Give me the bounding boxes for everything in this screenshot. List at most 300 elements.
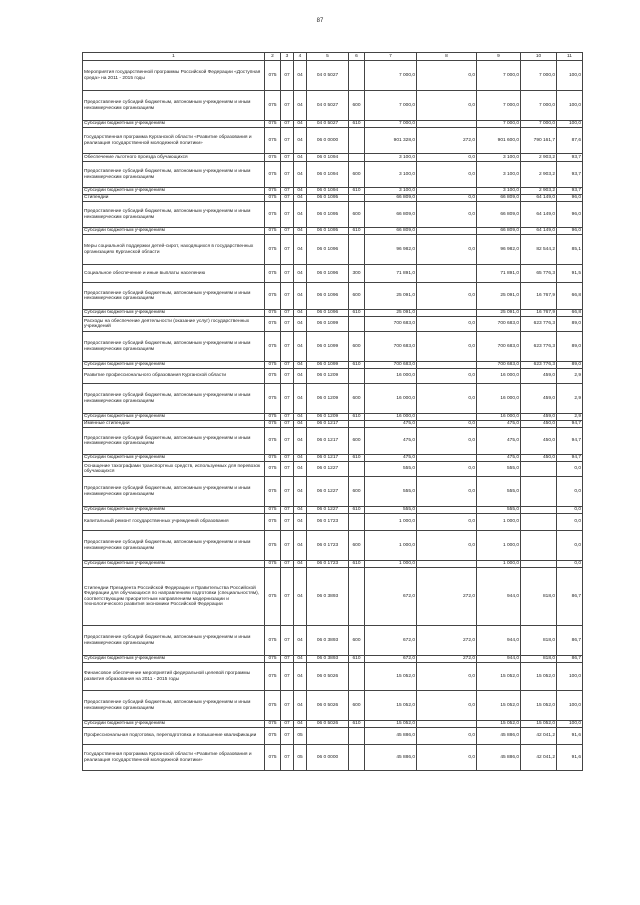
row-target-code: 06 0 1096 bbox=[307, 310, 349, 317]
row-percent: 91,5 bbox=[557, 265, 583, 283]
row-subsection: 04 bbox=[294, 414, 307, 421]
row-change: 0,0 bbox=[417, 477, 477, 507]
row-subsection: 04 bbox=[294, 154, 307, 162]
row-refined: 555,0 bbox=[477, 462, 521, 477]
row-executed: 15 052,0 bbox=[521, 663, 557, 691]
row-target-code: 06 0 5026 bbox=[307, 691, 349, 721]
row-executed bbox=[521, 462, 557, 477]
row-target-code: 06 0 3893 bbox=[307, 656, 349, 663]
row-section: 07 bbox=[281, 332, 294, 362]
row-executed: 818,0 bbox=[521, 656, 557, 663]
row-percent: 91,6 bbox=[557, 745, 583, 771]
row-section: 07 bbox=[281, 265, 294, 283]
row-target-code: 06 0 1227 bbox=[307, 462, 349, 477]
row-executed: 64 149,0 bbox=[521, 202, 557, 228]
row-approved: 3 100,0 bbox=[365, 188, 417, 195]
table-row bbox=[83, 507, 583, 514]
table-row bbox=[83, 162, 583, 188]
row-admin-code: 075 bbox=[265, 728, 281, 745]
row-admin-code: 075 bbox=[265, 531, 281, 561]
row-change: 0,0 bbox=[417, 691, 477, 721]
row-name: Именные стипендии bbox=[83, 421, 265, 428]
row-expense-type: 600 bbox=[349, 477, 365, 507]
row-target-code: 04 0 5027 bbox=[307, 121, 349, 128]
row-refined: 3 100,0 bbox=[477, 154, 521, 162]
row-expense-type: 300 bbox=[349, 265, 365, 283]
row-executed bbox=[521, 477, 557, 507]
row-expense-type bbox=[349, 514, 365, 531]
row-name: Предоставление субсидий бюджетным, автономным учреждениям и иным некоммерческим организациям bbox=[83, 283, 265, 310]
table-row bbox=[83, 202, 583, 228]
row-section: 07 bbox=[281, 162, 294, 188]
row-subsection: 04 bbox=[294, 128, 307, 154]
row-percent: 89,0 bbox=[557, 317, 583, 332]
row-change: 0,0 bbox=[417, 462, 477, 477]
row-admin-code: 075 bbox=[265, 202, 281, 228]
row-subsection: 04 bbox=[294, 477, 307, 507]
row-section: 07 bbox=[281, 656, 294, 663]
row-admin-code: 075 bbox=[265, 691, 281, 721]
row-change: 0,0 bbox=[417, 317, 477, 332]
row-refined: 16 000,0 bbox=[477, 384, 521, 414]
row-section: 07 bbox=[281, 428, 294, 455]
row-subsection: 04 bbox=[294, 228, 307, 235]
row-admin-code: 075 bbox=[265, 514, 281, 531]
row-refined: 944,0 bbox=[477, 626, 521, 656]
row-refined: 1 000,0 bbox=[477, 561, 521, 568]
row-change: 0,0 bbox=[417, 663, 477, 691]
table-row bbox=[83, 91, 583, 121]
row-expense-type bbox=[349, 728, 365, 745]
row-admin-code: 075 bbox=[265, 384, 281, 414]
row-change bbox=[417, 414, 477, 421]
row-admin-code: 075 bbox=[265, 421, 281, 428]
row-expense-type: 610 bbox=[349, 561, 365, 568]
row-admin-code: 075 bbox=[265, 154, 281, 162]
table-row bbox=[83, 477, 583, 507]
row-name: Субсидии бюджетным учреждениям bbox=[83, 228, 265, 235]
row-expense-type bbox=[349, 369, 365, 384]
row-target-code: 06 0 1099 bbox=[307, 332, 349, 362]
row-name: Субсидии бюджетным учреждениям bbox=[83, 188, 265, 195]
row-subsection: 04 bbox=[294, 195, 307, 202]
row-approved: 475,0 bbox=[365, 421, 417, 428]
row-admin-code: 075 bbox=[265, 462, 281, 477]
col-header: 4 bbox=[294, 53, 307, 61]
row-subsection: 04 bbox=[294, 568, 307, 626]
row-approved: 555,0 bbox=[365, 462, 417, 477]
row-percent: 100,0 bbox=[557, 121, 583, 128]
row-target-code: 06 0 1227 bbox=[307, 477, 349, 507]
row-change: 0,0 bbox=[417, 195, 477, 202]
row-expense-type bbox=[349, 462, 365, 477]
row-section: 07 bbox=[281, 462, 294, 477]
row-refined: 15 052,0 bbox=[477, 721, 521, 728]
row-percent: 2,9 bbox=[557, 384, 583, 414]
row-approved: 45 886,0 bbox=[365, 728, 417, 745]
row-section: 07 bbox=[281, 310, 294, 317]
row-name: Субсидии бюджетным учреждениям bbox=[83, 310, 265, 317]
row-target-code: 06 0 1217 bbox=[307, 428, 349, 455]
row-approved: 700 683,0 bbox=[365, 317, 417, 332]
row-section: 07 bbox=[281, 455, 294, 462]
row-change: 0,0 bbox=[417, 369, 477, 384]
table-row bbox=[83, 691, 583, 721]
row-subsection: 04 bbox=[294, 91, 307, 121]
row-approved: 25 091,0 bbox=[365, 310, 417, 317]
row-admin-code: 075 bbox=[265, 121, 281, 128]
row-executed: 450,0 bbox=[521, 428, 557, 455]
row-section: 07 bbox=[281, 663, 294, 691]
row-executed: 818,0 bbox=[521, 626, 557, 656]
row-target-code: 06 0 1096 bbox=[307, 235, 349, 265]
row-name: Предоставление субсидий бюджетным, автономным учреждениям и иным некоммерческим организациям bbox=[83, 91, 265, 121]
row-section: 07 bbox=[281, 128, 294, 154]
row-subsection: 04 bbox=[294, 384, 307, 414]
table-row bbox=[83, 656, 583, 663]
row-subsection: 04 bbox=[294, 235, 307, 265]
row-change: 0,0 bbox=[417, 332, 477, 362]
row-change: 0,0 bbox=[417, 514, 477, 531]
table-row bbox=[83, 514, 583, 531]
row-subsection: 04 bbox=[294, 202, 307, 228]
row-expense-type: 610 bbox=[349, 656, 365, 663]
row-target-code: 04 0 5027 bbox=[307, 61, 349, 91]
row-change: 0,0 bbox=[417, 745, 477, 771]
row-target-code: 06 0 1096 bbox=[307, 283, 349, 310]
col-header: 9 bbox=[477, 53, 521, 61]
row-expense-type bbox=[349, 235, 365, 265]
row-refined: 555,0 bbox=[477, 477, 521, 507]
col-header: 7 bbox=[365, 53, 417, 61]
row-admin-code: 075 bbox=[265, 265, 281, 283]
row-section: 07 bbox=[281, 283, 294, 310]
row-section: 07 bbox=[281, 384, 294, 414]
row-percent: 66,8 bbox=[557, 310, 583, 317]
row-admin-code: 075 bbox=[265, 128, 281, 154]
table-row bbox=[83, 188, 583, 195]
row-executed: 459,0 bbox=[521, 369, 557, 384]
row-executed: 64 149,0 bbox=[521, 228, 557, 235]
row-subsection: 04 bbox=[294, 369, 307, 384]
row-change: 0,0 bbox=[417, 202, 477, 228]
row-target-code: 06 0 1094 bbox=[307, 188, 349, 195]
row-refined: 66 809,0 bbox=[477, 228, 521, 235]
row-approved: 66 809,0 bbox=[365, 195, 417, 202]
table-row bbox=[83, 317, 583, 332]
row-refined: 15 052,0 bbox=[477, 691, 521, 721]
row-change: 0,0 bbox=[417, 235, 477, 265]
row-executed: 42 041,2 bbox=[521, 745, 557, 771]
row-executed: 2 903,2 bbox=[521, 154, 557, 162]
row-target-code: 06 0 1094 bbox=[307, 154, 349, 162]
table-row bbox=[83, 531, 583, 561]
row-approved: 66 809,0 bbox=[365, 202, 417, 228]
row-refined: 15 052,0 bbox=[477, 663, 521, 691]
row-expense-type bbox=[349, 745, 365, 771]
row-refined: 66 809,0 bbox=[477, 195, 521, 202]
col-header: 11 bbox=[557, 53, 583, 61]
row-change: 0,0 bbox=[417, 61, 477, 91]
row-percent: 100,0 bbox=[557, 91, 583, 121]
row-section: 07 bbox=[281, 507, 294, 514]
row-refined: 16 000,0 bbox=[477, 369, 521, 384]
row-target-code: 06 0 1209 bbox=[307, 384, 349, 414]
row-target-code: 06 0 0000 bbox=[307, 128, 349, 154]
row-refined: 1 000,0 bbox=[477, 514, 521, 531]
table-row bbox=[83, 195, 583, 202]
row-expense-type bbox=[349, 128, 365, 154]
row-executed: 7 000,0 bbox=[521, 61, 557, 91]
row-target-code: 06 0 1094 bbox=[307, 162, 349, 188]
row-name: Мероприятия государственной программы Российской Федерации «Доступная среда» на 2011 - 2015 годы bbox=[83, 61, 265, 91]
row-target-code: 06 0 1723 bbox=[307, 514, 349, 531]
row-name: Социальное обеспечение и иные выплаты населению bbox=[83, 265, 265, 283]
row-subsection: 04 bbox=[294, 421, 307, 428]
row-admin-code: 075 bbox=[265, 477, 281, 507]
row-change bbox=[417, 507, 477, 514]
col-header: 3 bbox=[281, 53, 294, 61]
row-refined: 700 683,0 bbox=[477, 332, 521, 362]
row-subsection: 04 bbox=[294, 265, 307, 283]
row-executed bbox=[521, 531, 557, 561]
row-section: 07 bbox=[281, 369, 294, 384]
row-section: 07 bbox=[281, 721, 294, 728]
row-approved: 672,0 bbox=[365, 568, 417, 626]
row-change: 272,0 bbox=[417, 128, 477, 154]
row-executed: 65 776,3 bbox=[521, 265, 557, 283]
budget-table bbox=[82, 52, 583, 771]
row-subsection: 04 bbox=[294, 61, 307, 91]
col-header: 10 bbox=[521, 53, 557, 61]
row-expense-type: 610 bbox=[349, 455, 365, 462]
row-approved: 700 683,0 bbox=[365, 362, 417, 369]
row-refined: 1 000,0 bbox=[477, 531, 521, 561]
row-target-code: 06 0 1217 bbox=[307, 421, 349, 428]
table-row bbox=[83, 455, 583, 462]
row-executed: 42 041,2 bbox=[521, 728, 557, 745]
row-approved: 901 328,0 bbox=[365, 128, 417, 154]
row-expense-type: 600 bbox=[349, 531, 365, 561]
row-target-code: 06 0 3893 bbox=[307, 626, 349, 656]
row-change: 0,0 bbox=[417, 162, 477, 188]
row-target-code: 06 0 1209 bbox=[307, 369, 349, 384]
table-row bbox=[83, 663, 583, 691]
row-approved: 672,0 bbox=[365, 626, 417, 656]
row-approved: 3 100,0 bbox=[365, 154, 417, 162]
row-name: Субсидии бюджетным учреждениям bbox=[83, 362, 265, 369]
row-subsection: 05 bbox=[294, 728, 307, 745]
table-row bbox=[83, 310, 583, 317]
row-change bbox=[417, 188, 477, 195]
row-approved: 1 000,0 bbox=[365, 531, 417, 561]
row-percent: 86,7 bbox=[557, 626, 583, 656]
row-percent: 100,0 bbox=[557, 663, 583, 691]
row-name: Меры социальной поддержки детей-сирот, находящихся в государственных организациях Курганской области bbox=[83, 235, 265, 265]
col-header: 1 bbox=[83, 53, 265, 61]
row-target-code: 06 0 1095 bbox=[307, 195, 349, 202]
row-change: 0,0 bbox=[417, 728, 477, 745]
row-percent: 0,0 bbox=[557, 531, 583, 561]
row-refined: 700 683,0 bbox=[477, 317, 521, 332]
row-expense-type: 600 bbox=[349, 91, 365, 121]
row-admin-code: 075 bbox=[265, 626, 281, 656]
row-subsection: 04 bbox=[294, 691, 307, 721]
row-section: 07 bbox=[281, 626, 294, 656]
row-percent: 100,0 bbox=[557, 721, 583, 728]
row-executed: 459,0 bbox=[521, 384, 557, 414]
row-admin-code: 075 bbox=[265, 188, 281, 195]
row-executed: 790 161,7 bbox=[521, 128, 557, 154]
row-refined: 475,0 bbox=[477, 455, 521, 462]
row-change bbox=[417, 121, 477, 128]
row-refined: 25 091,0 bbox=[477, 310, 521, 317]
row-executed bbox=[521, 561, 557, 568]
row-refined: 7 000,0 bbox=[477, 121, 521, 128]
row-executed: 459,0 bbox=[521, 414, 557, 421]
row-percent: 86,7 bbox=[557, 568, 583, 626]
row-approved: 555,0 bbox=[365, 477, 417, 507]
row-percent: 91,6 bbox=[557, 728, 583, 745]
row-subsection: 04 bbox=[294, 561, 307, 568]
row-change bbox=[417, 310, 477, 317]
row-name: Профессиональная подготовка, переподготовка и повышение квалификации bbox=[83, 728, 265, 745]
row-admin-code: 075 bbox=[265, 414, 281, 421]
row-expense-type: 610 bbox=[349, 188, 365, 195]
row-executed: 2 903,2 bbox=[521, 188, 557, 195]
row-approved: 555,0 bbox=[365, 507, 417, 514]
row-section: 07 bbox=[281, 362, 294, 369]
row-name: Стипендии bbox=[83, 195, 265, 202]
table-row bbox=[83, 428, 583, 455]
row-executed: 623 776,3 bbox=[521, 332, 557, 362]
row-target-code: 06 0 5026 bbox=[307, 721, 349, 728]
row-name: Стипендии Президента Российской Федерации и Правительства Российской Федерации для обучающихся по направлениям подготовки (специальностям), соответствующим приоритетным направлениям модернизации и технологического развития экономики Российской Федерации bbox=[83, 568, 265, 626]
row-expense-type: 610 bbox=[349, 362, 365, 369]
row-section: 07 bbox=[281, 228, 294, 235]
row-name: Предоставление субсидий бюджетным, автономным учреждениям и иным некоммерческим организациям bbox=[83, 626, 265, 656]
row-approved: 1 000,0 bbox=[365, 514, 417, 531]
row-section: 07 bbox=[281, 514, 294, 531]
row-expense-type bbox=[349, 61, 365, 91]
row-expense-type bbox=[349, 421, 365, 428]
row-refined: 7 000,0 bbox=[477, 91, 521, 121]
table-row bbox=[83, 154, 583, 162]
row-refined: 475,0 bbox=[477, 421, 521, 428]
row-refined: 45 886,0 bbox=[477, 728, 521, 745]
row-executed: 450,0 bbox=[521, 421, 557, 428]
row-target-code: 06 0 1227 bbox=[307, 507, 349, 514]
row-subsection: 04 bbox=[294, 462, 307, 477]
row-approved: 45 886,0 bbox=[365, 745, 417, 771]
row-section: 07 bbox=[281, 154, 294, 162]
row-approved: 15 052,0 bbox=[365, 691, 417, 721]
row-admin-code: 075 bbox=[265, 663, 281, 691]
row-refined: 944,0 bbox=[477, 568, 521, 626]
row-refined: 96 982,0 bbox=[477, 235, 521, 265]
row-name: Предоставление субсидий бюджетным, автономным учреждениям и иным некоммерческим организациям bbox=[83, 384, 265, 414]
row-subsection: 04 bbox=[294, 721, 307, 728]
row-expense-type: 600 bbox=[349, 691, 365, 721]
row-expense-type: 610 bbox=[349, 507, 365, 514]
row-executed: 450,0 bbox=[521, 455, 557, 462]
row-percent: 96,0 bbox=[557, 195, 583, 202]
row-target-code: 06 0 5026 bbox=[307, 663, 349, 691]
row-name: Субсидии бюджетным учреждениям bbox=[83, 656, 265, 663]
row-name: Субсидии бюджетным учреждениям bbox=[83, 721, 265, 728]
row-admin-code: 075 bbox=[265, 455, 281, 462]
row-target-code: 04 0 5027 bbox=[307, 91, 349, 121]
table-row bbox=[83, 121, 583, 128]
row-section: 07 bbox=[281, 745, 294, 771]
row-expense-type: 610 bbox=[349, 121, 365, 128]
row-percent: 86,7 bbox=[557, 656, 583, 663]
row-percent: 94,7 bbox=[557, 428, 583, 455]
row-admin-code: 075 bbox=[265, 228, 281, 235]
row-name: Предоставление субсидий бюджетным, автономным учреждениям и иным некоммерческим организациям bbox=[83, 202, 265, 228]
row-approved: 475,0 bbox=[365, 428, 417, 455]
row-executed: 64 149,0 bbox=[521, 195, 557, 202]
row-refined: 71 891,0 bbox=[477, 265, 521, 283]
row-name: Предоставление субсидий бюджетным, автономным учреждениям и иным некоммерческим организациям bbox=[83, 691, 265, 721]
row-expense-type bbox=[349, 663, 365, 691]
row-admin-code: 075 bbox=[265, 283, 281, 310]
row-target-code: 06 0 1209 bbox=[307, 414, 349, 421]
row-name: Финансовое обеспечение мероприятий федеральной целевой программы развития образования на 2011 - 2015 годы bbox=[83, 663, 265, 691]
row-executed: 7 000,0 bbox=[521, 91, 557, 121]
row-refined: 944,0 bbox=[477, 656, 521, 663]
table-row bbox=[83, 568, 583, 626]
col-header: 2 bbox=[265, 53, 281, 61]
row-executed: 623 776,3 bbox=[521, 317, 557, 332]
row-approved: 7 000,0 bbox=[365, 121, 417, 128]
row-target-code: 06 0 1099 bbox=[307, 317, 349, 332]
row-admin-code: 075 bbox=[265, 369, 281, 384]
row-name: Субсидии бюджетным учреждениям bbox=[83, 121, 265, 128]
table-row bbox=[83, 362, 583, 369]
row-change bbox=[417, 561, 477, 568]
row-section: 07 bbox=[281, 561, 294, 568]
row-admin-code: 075 bbox=[265, 656, 281, 663]
row-refined: 7 000,0 bbox=[477, 61, 521, 91]
row-target-code: 06 0 1723 bbox=[307, 531, 349, 561]
row-approved: 16 000,0 bbox=[365, 384, 417, 414]
row-name: Предоставление субсидий бюджетным, автономным учреждениям и иным некоммерческим организациям bbox=[83, 162, 265, 188]
row-section: 07 bbox=[281, 568, 294, 626]
row-admin-code: 075 bbox=[265, 162, 281, 188]
row-percent: 89,0 bbox=[557, 362, 583, 369]
row-approved: 66 809,0 bbox=[365, 228, 417, 235]
table-row bbox=[83, 721, 583, 728]
table-row bbox=[83, 61, 583, 91]
row-expense-type: 600 bbox=[349, 202, 365, 228]
row-refined: 3 100,0 bbox=[477, 162, 521, 188]
row-approved: 16 000,0 bbox=[365, 414, 417, 421]
row-admin-code: 075 bbox=[265, 721, 281, 728]
row-name: Расходы на обеспечение деятельности (оказание услуг) государственных учреждений bbox=[83, 317, 265, 332]
row-executed: 16 767,9 bbox=[521, 283, 557, 310]
row-percent: 0,0 bbox=[557, 507, 583, 514]
row-refined: 16 000,0 bbox=[477, 414, 521, 421]
row-target-code bbox=[307, 728, 349, 745]
row-refined: 700 683,0 bbox=[477, 362, 521, 369]
row-target-code: 06 0 1095 bbox=[307, 228, 349, 235]
table-row bbox=[83, 421, 583, 428]
row-expense-type: 600 bbox=[349, 332, 365, 362]
row-percent: 2,9 bbox=[557, 369, 583, 384]
row-percent: 100,0 bbox=[557, 61, 583, 91]
row-expense-type bbox=[349, 195, 365, 202]
